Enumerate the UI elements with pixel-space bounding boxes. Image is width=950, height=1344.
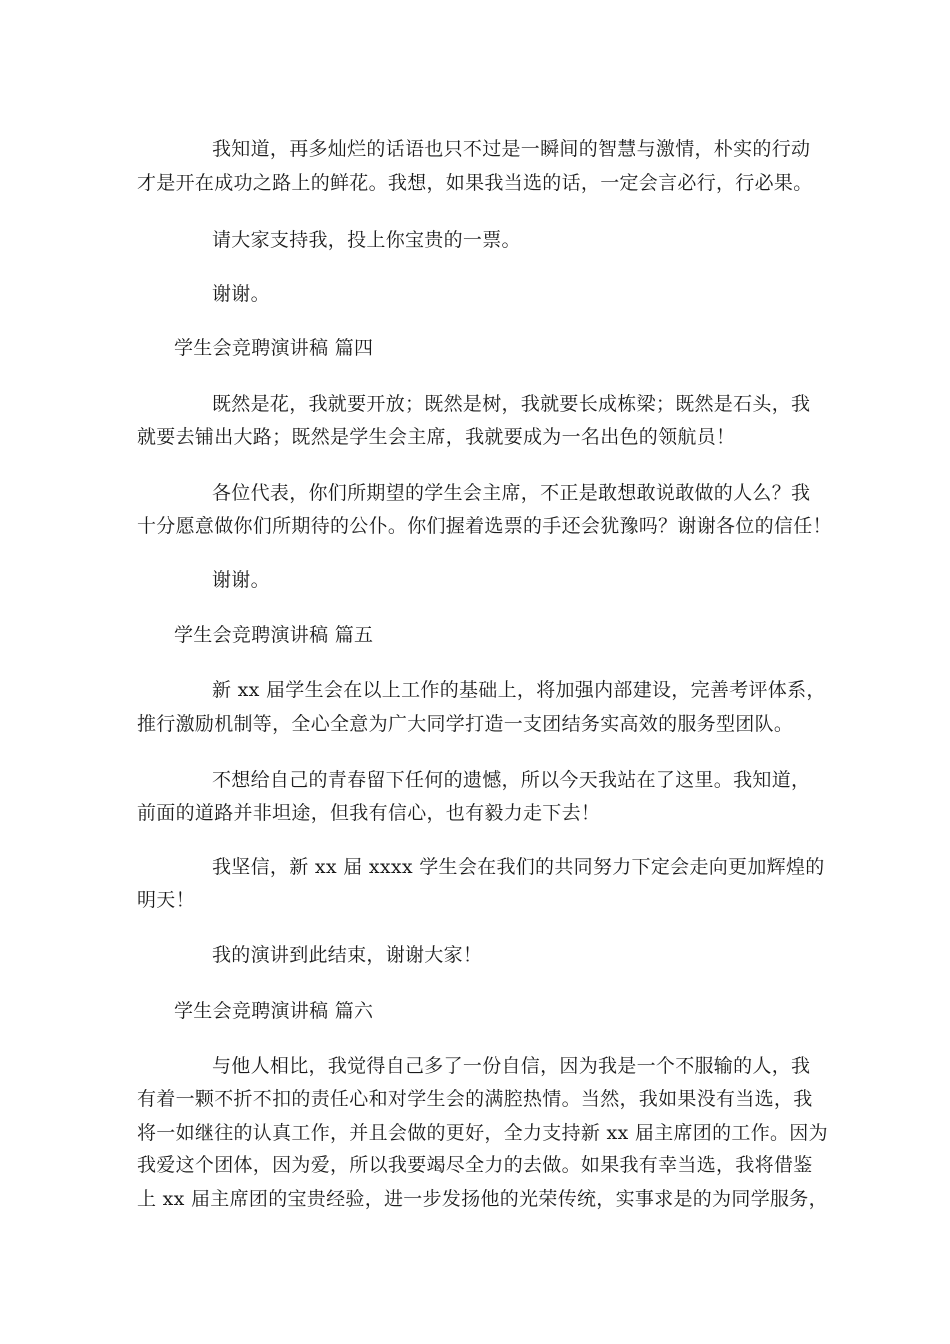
paragraph-line: 十分愿意做你们所期待的公仆。你们握着选票的手还会犹豫吗？谢谢各位的信任！ <box>137 515 832 537</box>
section-heading: 学生会竞聘演讲稿 篇四 <box>174 337 374 359</box>
paragraph-line: 与他人相比，我觉得自己多了一份自信，因为我是一个不服输的人，我 <box>212 1055 811 1077</box>
paragraph-line: 将一如继往的认真工作，并且会做的更好，全力支持新 xx 届主席团的工作。因为 <box>137 1122 828 1144</box>
paragraph-line: 才是开在成功之路上的鲜花。我想，如果我当选的话，一定会言必行，行必果。 <box>137 172 813 194</box>
paragraph-line: 上 xx 届主席团的宝贵经验，进一步发扬他的光荣传统，实事求是的为同学服务， <box>137 1188 828 1210</box>
paragraph-line: 谢谢。 <box>212 283 270 305</box>
paragraph-line: 各位代表，你们所期望的学生会主席，不正是敢想敢说敢做的人么？我 <box>212 482 811 504</box>
paragraph-line: 明天！ <box>137 889 195 911</box>
paragraph-line: 请大家支持我，投上你宝贵的一票。 <box>212 229 521 251</box>
paragraph-line: 我的演讲到此结束，谢谢大家！ <box>212 944 483 966</box>
paragraph-line: 我爱这个团体，因为爱，所以我要竭尽全力的去做。如果我有幸当选，我将借鉴 <box>137 1154 813 1176</box>
paragraph-line: 新 xx 届学生会在以上工作的基础上，将加强内部建设，完善考评体系， <box>212 679 826 701</box>
paragraph-line: 我坚信，新 xx 届 xxxx 学生会在我们的共同努力下定会走向更加辉煌的 <box>212 856 825 878</box>
paragraph-line: 有着一颗不折不扣的责任心和对学生会的满腔热情。当然，我如果没有当选，我 <box>137 1088 813 1110</box>
paragraph-line: 就要去铺出大路；既然是学生会主席，我就要成为一名出色的领航员！ <box>137 426 736 448</box>
section-heading: 学生会竞聘演讲稿 篇六 <box>174 1000 374 1022</box>
paragraph-line: 推行激励机制等，全心全意为广大同学打造一支团结务实高效的服务型团队。 <box>137 713 794 735</box>
paragraph-line: 不想给自己的青春留下任何的遗憾，所以今天我站在了这里。我知道， <box>212 769 811 791</box>
paragraph-line: 谢谢。 <box>212 569 270 591</box>
paragraph-line: 我知道，再多灿烂的话语也只不过是一瞬间的智慧与激情，朴实的行动 <box>212 138 811 160</box>
paragraph-line: 前面的道路并非坦途，但我有信心，也有毅力走下去！ <box>137 802 601 824</box>
paragraph-line: 既然是花，我就要开放；既然是树，我就要长成栋梁；既然是石头，我 <box>212 393 811 415</box>
section-heading: 学生会竞聘演讲稿 篇五 <box>174 624 374 646</box>
